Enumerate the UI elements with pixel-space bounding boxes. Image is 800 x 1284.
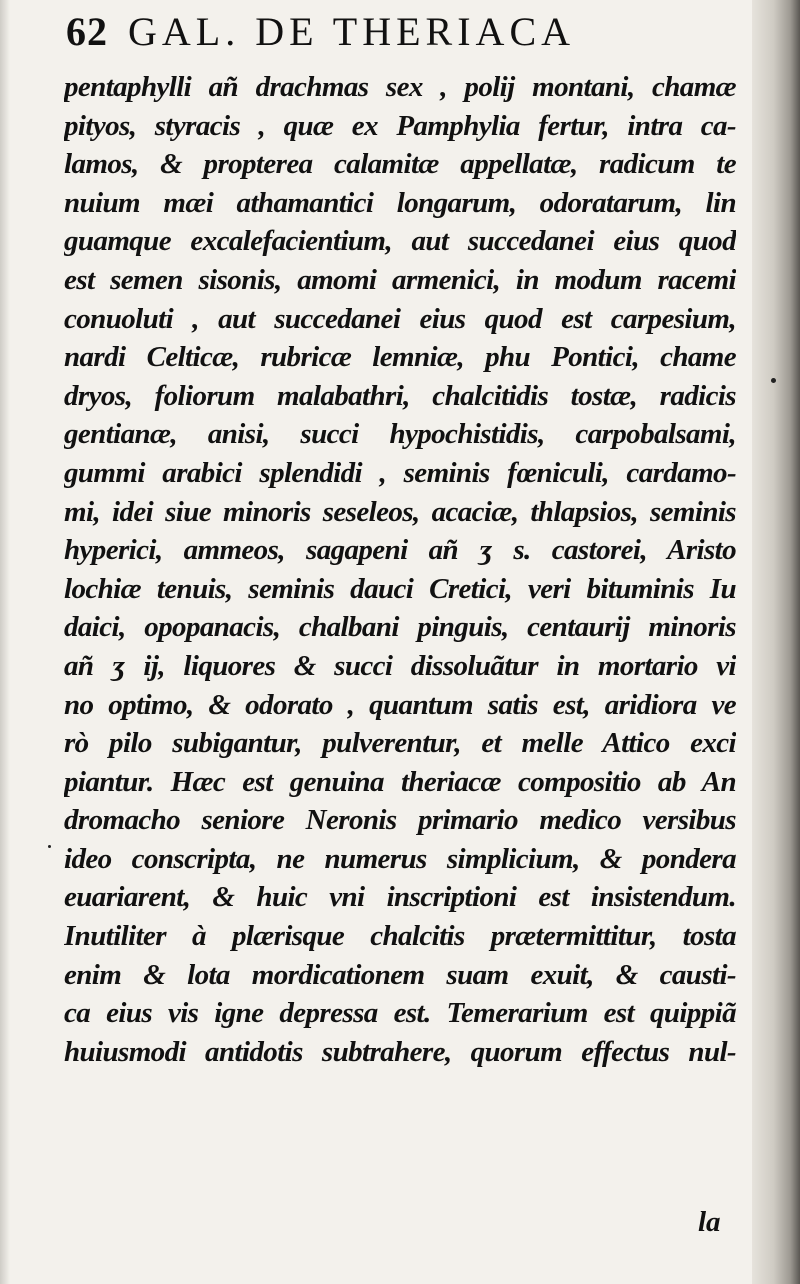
text-line: est semen sisonis, amomi armenici, in modum racemi [64,263,736,296]
text-line: guamque excalefacientium, aut succedanei eius quod [64,225,736,258]
page-header [66,8,706,58]
text-line: piantur. Hæc est genuina theriacæ compositio ab An [64,765,736,798]
text-line: euariarent, & huic vni inscriptioni est insistendum. [64,881,736,914]
running-title: GAL. DE THERIACA [128,9,576,54]
text-line: dromacho seniore Neronis primario medico versibus [64,804,736,837]
text-line: gentianæ, anisi, succi hypochistidis, carpobalsami, [64,418,736,451]
text-line: pentaphylli añ drachmas sex , polij montani, chamæ [64,71,736,103]
text-line: nardi Celticæ, rubricæ lemniæ, phu Pontici, chame [64,341,736,374]
text-line: conuoluti , aut succedanei eius quod est carpesium, [64,302,736,335]
text-line: huiusmodi antidotis subtrahere, quorum effectus nul- [64,1035,736,1068]
page-number: 62 [66,9,108,54]
text-line: Inutiliter à plærisque chalcitis prætermittitur, tosta [64,920,736,953]
text-line: dryos, foliorum malabathri, chalcitidis tostæ, radicis [64,379,736,412]
text-line: hyperici, ammeos, sagapeni añ ʒ s. castorei, Aristo [64,534,736,567]
body-text [64,68,736,1071]
text-line: nuium mæi athamantici longarum, odoratarum, lin [64,186,736,219]
text-line: lochiæ tenuis, seminis dauci Cretici, veri bituminis Iu [64,572,736,605]
ink-spot [48,845,51,848]
ink-spot [771,378,776,383]
text-line: ideo conscripta, ne numerus simplicium, & pondera [64,842,736,875]
text-line: añ ʒ ij, liquores & succi dissoluãtur in mortario vi [64,649,736,682]
text-line: enim & lota mordicationem suam exuit, & causti- [64,958,736,991]
text-line: rò pilo subigantur, pulverentur, et melle Attico exci [64,727,736,760]
book-spine-shadow [752,0,800,1284]
text-line: lamos, & propterea calamitæ appellatæ, radicum te [64,148,736,181]
text-line: pityos, styracis , quæ ex Pamphylia fertur, intra ca- [64,109,736,142]
text-line: daici, opopanacis, chalbani pinguis, centaurij minoris [64,611,736,644]
text-line: mi, idei siue minoris seseleos, acaciæ, thlapsios, seminis [64,495,736,528]
page-edge-shadow [0,0,10,1284]
text-line: ca eius vis igne depressa est. Temerarium est quippiã [64,997,736,1030]
catchword: la [698,1206,721,1238]
text-line: gummi arabici splendidi , seminis fœniculi, cardamo- [64,456,736,489]
text-line: no optimo, & odorato , quantum satis est, aridiora ve [64,688,736,721]
